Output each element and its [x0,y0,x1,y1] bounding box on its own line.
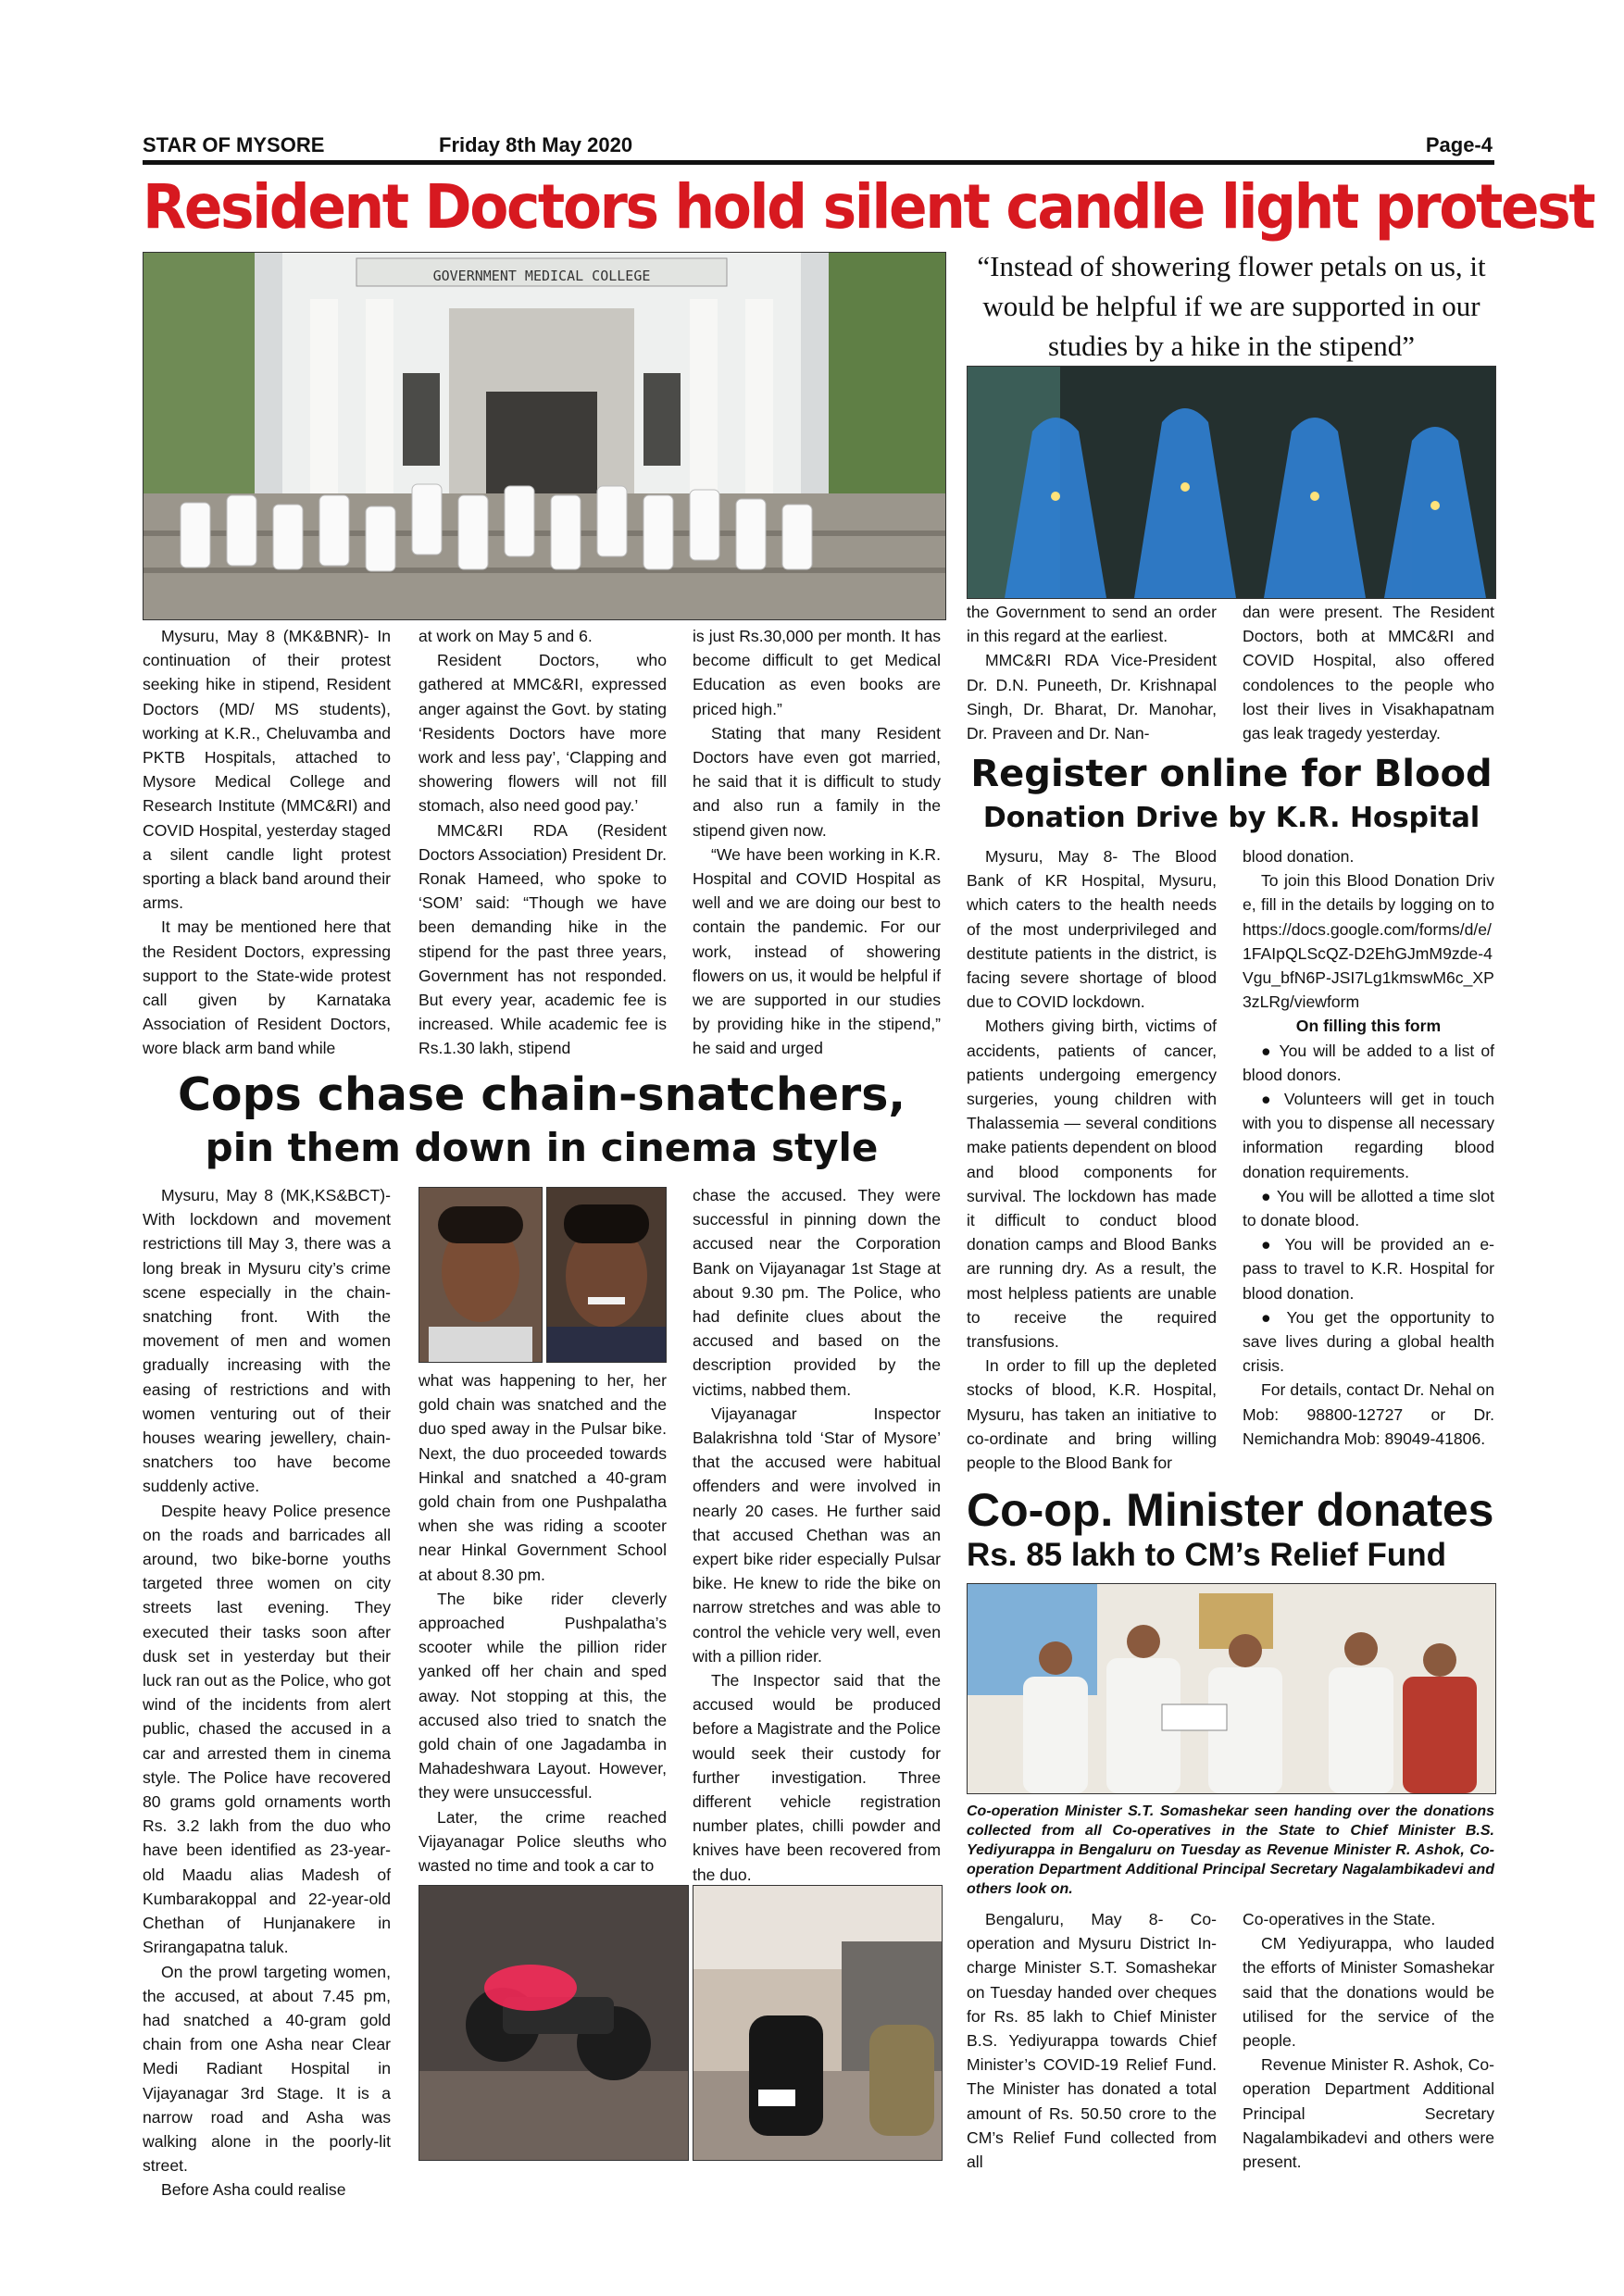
story2-headline-line2: pin them down in cinema style [205,1125,879,1170]
story1-headline: Resident Doctors hold silent candle light protest [143,171,1594,243]
paragraph: chase the accused. They were successful in pinning down the accused near the Corporation Bank on Vijayanagar 1st Stage at about 9.30 pm. The Police, who had definite clues about the accused and based on the description provided by the victims, nabbed them. [693,1186,941,1399]
donation-photo-art [968,1584,1495,1793]
paragraph: at work on May 5 and 6. [418,627,593,645]
bullet: ● You get the opportunity to save lives during a global health crisis. [1243,1307,1494,1376]
story2-headline-line1: Cops chase chain-snatchers, [177,1068,906,1121]
story1-col2 [418,624,667,1061]
paragraph: Mysuru, May 8 (MK,KS&BCT)- With lockdown and movement restrictions till May 3, there was a long break in Mysuru city’s crime scene especially in the chain-snatching front. With the movement of men and women gradually increasing with the easing of restrictions and with women venturing out of their houses wearing jewellery, chain-snatchers too have become suddenly active. [143,1186,391,1496]
paragraph: Co-operatives in the State. [1243,1910,1436,1928]
story3-col1 [967,844,1217,1475]
paragraph: dan were present. The Resident Doctors, both at MMC&RI and COVID Hospital, also offered condolences to the people who lost their lives in Visakhapatnam gas leak tragedy yesterday. [1243,603,1494,743]
donation-photo-caption: Co-operation Minister S.T. Somashekar seen handing over the donations collected from all Co-operatives in the State to Chief Minister B.S. Yediyurappa in Bengaluru on Tuesday as Revenue Minister R. Ashok, Co-operation Department Additional Principal Secretary Nagalambikadevi and others look on. [967,1803,1494,1897]
accused-photo-1-art [419,1188,542,1362]
paragraph: Stating that many Resident Doctors have even got married, he said that it is difficult to study and also run a family in the stipend given now. [693,723,941,840]
accused-photo-2-art [547,1188,666,1362]
paragraph: Vijayanagar Inspector Balakrishna told ‘Star of Mysore’ that the accused were habitual offenders and were involved in nearly 20 cases. He further said that accused Chethan was an expert bike rider especially Pulsar bike. He knew to ride the bike on narrow stretches and was able to control the vehicle very well, even with a pillion rider. [693,1404,941,1666]
story2-col3 [693,1183,941,1887]
paragraph: The bike rider cleverly approached Pushpalatha’s scooter while the pillion rider yanked off her chain and sped away. Not stopping at this, the accused also tried to snatch the gold chain of one Jagadamba in Mahadeshwara Layout. However, they were unsuccessful. [418,1589,667,1803]
story3-col2 [1243,844,1494,1451]
donation-photo [967,1583,1496,1794]
story1-col1 [143,624,391,1061]
crashed-bike-photo [418,1885,689,2161]
paragraph: what was happening to her, her gold chain was snatched and the duo sped away in the Pulsar bike. Next, the duo proceeded towards Hinkal and snatched a 40-gram gold chain from one Pushpalatha when she was riding a scooter near Hinkal Government School at about 8.30 pm. [418,1371,667,1584]
accused-photo-2 [546,1187,667,1363]
paragraph: Mysuru, May 8- The Blood Bank of KR Hospital, Mysuru, which caters to the health needs of the most underprivileged and destitute patients in the district, is facing severe shortage of blood due to COVID lockdown. [967,847,1217,1012]
story4-headline-line2: Rs. 85 lakh to CM’s Relief Fund [967,1537,1446,1573]
story1-col3 [693,624,941,1061]
paragraph: In order to fill up the depleted stocks of blood, K.R. Hospital, Mysuru, has taken an initiative to co-ordinate and bring willing people to the Blood Bank for [967,1356,1217,1473]
paragraph: Mothers giving birth, victims of accidents, patients of cancer, patients undergoing emergency surgeries, young children with Thalassemia — several conditions make patients dependent on blood and blood components for survival. The lockdown has made it difficult to conduct blood donation camps and Blood Banks are running dry. As a result, the most helpless patients are unable to receive the required transfusions. [967,1017,1217,1352]
masthead-page: Page-4 [1425,133,1493,156]
paragraph: Despite heavy Police presence on the roads and barricades all around, two bike-borne youths targeted three women on city streets last evening. They executed their tasks soon after dusk set in yesterday but their luck ran out as the Police, who got wind of the incidents from alert public, chased the accused in a car and arrested them in cinema style. The Police have recovered 80 grams gold ornaments worth Rs. 3.2 lakh from the duo who have been identified as 23-year-old Maadu alias Madesh of Kumbarakoppal and 22-year-old Chethan of Hunjanakere in Srirangapatna taluk. [143,1501,391,1957]
paragraph: MMC&RI RDA (Resident Doctors Association) President Dr. Ronak Hameed, who spoke to ‘SOM’ said: “Though we have been demanding hike in the stipend for the past three years, Government has not responded. But every year, academic fee is increased. While academic fee is Rs.1.30 lakh, stipend [418,820,667,1058]
paragraph: Mysuru, May 8 (MK&BNR)- In continuation of their protest seeking hike in stipend, Resident Doctors (MD/ MS students), working at K.R., Cheluvamba and PKTB Hospitals, attached to Mysore Medical College and Research Institute (MMC&RI) and COVID Hospital, yesterday staged a silent candle light protest sporting a black band around their arms. [143,627,391,913]
paragraph: MMC&RI RDA Vice-President Dr. D.N. Puneeth, Dr. Krishnapal Singh, Dr. Bharat, Dr. Manohar, Dr. Praveen and Dr. Nan- [967,651,1217,743]
story4-col1 [967,1907,1217,2174]
ppe-photo-art [968,367,1495,598]
protest-photo [143,252,946,620]
paragraph: Later, the crime reached Vijayanagar Police sleuths who wasted no time and took a car to [418,1807,667,1876]
masthead-date: Friday 8th May 2020 [439,133,633,156]
story2-col1 [143,1183,391,2202]
bullet: ● You will be added to a list of blood donors. [1243,1041,1494,1084]
paragraph: Before Asha could realise [161,2180,346,2200]
story1-col5 [1243,600,1494,745]
parked-bike-photo-art [693,1886,942,2160]
story1-col4 [967,600,1217,745]
ppe-photo [967,366,1496,599]
protest-photo-art [144,253,945,619]
paragraph: Revenue Minister R. Ashok, Co-operation Department Additional Principal Secretary Nagalambikadevi and others were present. [1243,2055,1494,2172]
paragraph: To join this Blood Donation Drive, fill in the details by logging on to https://docs.google.com/forms/d/e/1FAIpQLScQZ-D2EhGJmM9zde-4Vgu_bfN6P-JSI7Lg1kmswM6c_XP3zLRg/viewform [1243,871,1494,1012]
bullet: ● You will be allotted a time slot to donate blood. [1243,1186,1494,1230]
bullet: ● You will be provided an e-pass to travel to K.R. Hospital for blood donation. [1243,1235,1494,1303]
paragraph: On the prowl targeting women, the accused, at about 7.45 pm, had snatched a 40-gram gold chain from one Asha near Clear Medi Radiant Hospital in Vijayanagar 3rd Stage. It is a narrow road and Asha was walking alone in the poorly-lit street. [143,1962,391,2176]
crashed-bike-photo-art [419,1886,688,2160]
contact: For details, contact Dr. Nehal on Mob: 98800-12727 or Dr. Nemichandra Mob: 89049-41806. [1243,1380,1494,1448]
accused-photo-1 [418,1187,543,1363]
bullet: ● Volunteers will get in touch with you to dispense all necessary information regarding blood donation requirements. [1243,1090,1494,1181]
paragraph: Resident Doctors, who gathered at MMC&RI, expressed anger against the Govt. by stating ‘Residents Doctors have more work and less pay’, ‘Clapping and showering flowers will not fill stomach, also need good pay.’ [418,651,667,816]
paragraph: is just Rs.30,000 per month. It has become difficult to get Medical Education as even books are priced high.” [693,627,941,718]
masthead-rule [143,160,1494,165]
paragraph: It may be mentioned here that the Resident Doctors, expressing support to the State-wide protest call given by Karnataka Association of Resident Doctors, wore black arm band while [143,917,391,1058]
story4-col2 [1243,1907,1494,2174]
paragraph: blood donation. [1243,847,1355,866]
paragraph: “We have been working in K.R. Hospital and COVID Hospital as well and we are doing our best to contain the pandemic. For our work, instead of showering flowers on us, it would be helpful if we are supported in our studies by providing hike in the stipend,” he said and urged [693,844,941,1058]
paragraph: the Government to send an order in this regard at the earliest. [967,603,1217,646]
paragraph: The Inspector said that the accused would be produced before a Magistrate and the Police would seek their custody for further investigation. Three different vehicle registration number plates, chilli powder and knives have been recovered from the duo. [693,1671,941,1884]
story2-col2 [418,1368,667,1878]
paragraph: CM Yediyurappa, who lauded the efforts of Minister Somashekar said that the donations would be utilised for the service of the people. [1243,1934,1494,2051]
story3-headline-line1: Register online for Blood [970,753,1493,795]
story3-headline-line2: Donation Drive by K.R. Hospital [982,802,1480,834]
paragraph: Bengaluru, May 8- Co-operation and Mysuru District In-charge Minister S.T. Somashekar on Tuesday handed over cheques for Rs. 85 lakh to Chief Minister B.S. Yediyurappa towards Chief Minister’s COVID-19 Relief Fund. The Minister has donated a total amount of Rs. 50.50 crore to the CM’s Relief Fund collected from all [967,1910,1217,2172]
story1-quote: “Instead of showering flower petals on us, it would be helpful if we are supported in our studies by a hike in the stipend” [977,250,1486,362]
story4-headline-line1: Co-op. Minister donates [967,1484,1494,1536]
college-sign: GOVERNMENT MEDICAL COLLEGE [432,268,651,284]
parked-bike-photo [693,1885,943,2161]
form-heading: On filling this form [1295,1017,1442,1036]
masthead-paper: STAR OF MYSORE [143,133,325,156]
